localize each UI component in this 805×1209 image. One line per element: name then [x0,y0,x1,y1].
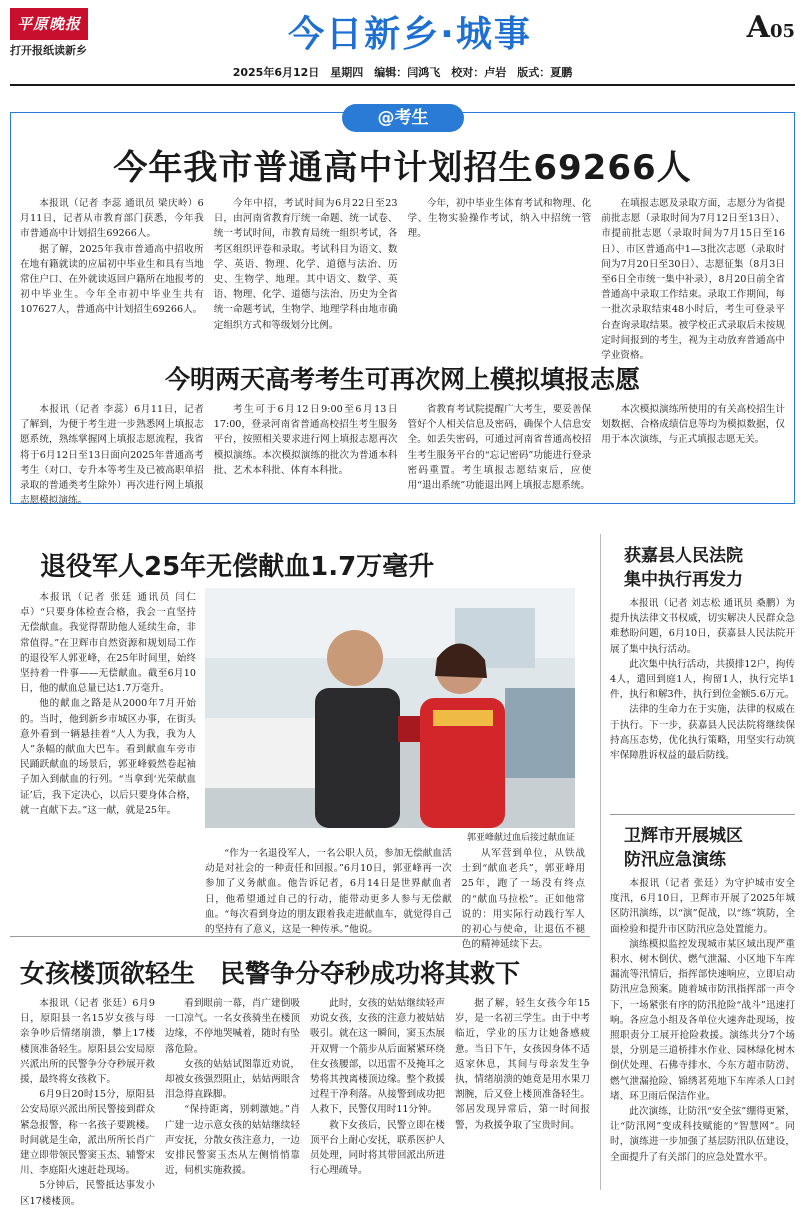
article-paragraph: 救下女孩后，民警立即在楼顶平台上耐心安抚，联系医护人员处理，同时将其带回派出所进行心理疏导。 [310,1119,445,1177]
headline-court-line1: 获嘉县人民法院 [624,546,743,566]
article-simulation [20,402,785,507]
article-paragraph: 本报讯（记者 张廷 通讯员 闫仁卓）“只要身体检查合格，我会一直坚持无偿献血。我觉得帮助他人延续生命，非常值得。”在卫辉市自然资源和规划局工作的退役军人郭亚峰，在25年时间里，始终坚持着一件事——无偿献血。截至6月10日，他的献血总量已达1.7万毫升。 [20,592,196,695]
article-court [610,596,795,806]
article-paragraph: 本报讯（记者 张廷）为守护城市安全度汛，6月10日，卫辉市开展了2025年城区防汛演练，以“演”促战，以“练”筑防，全面检验和提升市区防汛应急处置能力。 [610,878,795,935]
headline-simulation: 今明两天高考考生可再次网上模拟填报志愿 [164,365,640,394]
headline-court [624,544,743,592]
article-column [461,846,585,951]
article-paragraph: 5分钟后，民警抵达事发小区17楼楼顶。 [20,1180,155,1207]
masthead-slogan: 打开报纸读新乡 [10,44,87,57]
page-number-digits: 05 [769,21,795,42]
headline-veteran: 退役军人25年无偿献血1.7万毫升 [40,552,435,582]
article-paragraph: “作为一名退役军人，一名公职人员，参加无偿献血活动是对社会的一种责任和回报。”6月10日，郭亚峰再一次参加了义务献血。他告诉记者，6月14日是世界献血者日，他希望通过自己的行动，能带动更多人参与无偿献血。“每次看到身边的朋友跟着我走进献血车，就觉得自己的坚持有了意义，这是一种传承。”他说。 [205,848,452,936]
headline-enrollment: 今年我市普通高中计划招生69266人 [113,148,692,188]
article-paragraph: 据了解，轻生女孩今年15岁，是一名初三学生。由于中考临近，学业的压力让她备感疲惫。当日下午，女孩因身体不适返家休息，其间与母亲发生争执，情绪崩溃的她竟是用水果刀割腕，后又登上楼顶准备轻生。邻居发现异常后，第一时间报警，为救援争取了宝贵时间。 [455,998,590,1131]
article-column [408,196,592,342]
article-veteran-col1 [20,590,196,920]
headline-flood [624,824,743,872]
article-paragraph: 本报讯（记者 李蕊）6月11日，记者了解到，为便于考生进一步熟悉网上填报志愿系统，熟练掌握网上填报志愿流程，我省将于6月12日至13日面向2025年普通高考考生（对口、专升本等考生及已被高职单招录取的普通类考生除外）再次进行网上填报志愿模拟演练。 [20,404,204,507]
article-rescue [20,996,590,1207]
article-column [214,196,398,342]
article-column [455,996,590,1194]
headline-rescue: 女孩楼顶欲轻生 民警争分夺秒成功将其救下 [20,959,521,988]
newspaper-logo: 平原晚报 [10,8,88,40]
photo-caption: 郭亚峰献过血后接过献血证 [466,833,575,843]
article-column [310,996,445,1194]
article-paragraph: 此时，女孩的姑姑继续轻声劝说女孩，女孩的注意力被姑姑吸引。就在这一瞬间，窦玉杰展开双臂一个箭步从后面紧紧环绕住女孩腰部，以迅雷不及掩耳之势将其拽离楼顶边缘。整个救援过程干净利落。从接警到成功把人救下，民警仅用时11分钟。 [310,998,445,1116]
article-paragraph: 看到眼前一幕，肖广建倒吸一口凉气。一名女孩骑坐在楼顶边缘，不停地哭喊着，随时有坠落危险。 [165,998,300,1055]
page-number [747,10,795,45]
dateline: 2025年6月12日 星期四 编辑：闫鸿飞 校对：卢岩 版式：夏鹏 [232,66,573,79]
article-column [205,846,452,936]
headline-court-line2: 集中执行再发力 [624,570,743,590]
article-veteran-bottom [205,846,585,951]
headline-flood-line1: 卫辉市开展城区 [624,826,743,846]
page-letter: A [746,10,770,45]
article-column [601,196,785,362]
article-column [601,402,785,498]
article-column [20,996,155,1207]
article-paragraph: 今年中招，考试时间为6月22日至23日，由河南省教育厅统一命题、统一试卷、统一考试时间，市教育局统一组织考试，各考区组织评卷和录取。考试科目为语文、数学、英语、物理、化学、道德与法治、历史、生物学、地理。其中语文、数学、英语、物理、化学、道德与法治、历史为全省统一命题考试，生物学、地理学科由地市确定组织方式和等级划分比例。 [213,198,398,331]
side-divider [610,814,795,815]
article-paragraph: 法律的生命力在于实施，法律的权威在于执行。下一步，获嘉县人民法院将继续保持高压态势，优化执行策略，用坚实行动筑牢保障胜诉权益的最后防线。 [610,704,795,762]
article-paragraph: 今年，初中毕业生体育考试和物理、化学、生物实验操作考试，纳入中招统一管理。 [407,198,592,240]
article-paragraph: 在填报志愿及录取方面，志愿分为省提前批志愿（录取时间为7月12日至13日）、市提前批志愿（录取时间为7月15日至16日）、市区普通高中1—3批次志愿（录取时间为7月20日至30日）、志愿征集（8月3日至6日全市统一集中补录），8月20日前全省普通高中录取工作结束。录取工作期间，每一批次录取结束48小时后，考生可登录平台查询录取结果。被学校正式录取后未按规定时间报到的考生，视为主动放弃普通高中学业资格。 [601,198,785,362]
article-paragraph: 本报讯（记者 刘志松 通讯员 桑鹏）为提升执法律文书权威，切实解决人民群众急难愁盼问题，6月10日，获嘉县人民法院开展了集中执行活动。 [610,598,795,655]
article-column [20,196,204,342]
article-paragraph: “保持距离，别刺激她。”肖广建一边示意女孩的姑姑继续轻声安抚，分散女孩注意力，一边安排民警窦玉杰从左侧悄悄靠近，伺机实施救援。 [165,1104,300,1177]
article-column [610,596,795,806]
article-paragraph: 考生可于6月12日9:00至6月13日17:00，登录河南省普通高校招生考生服务平台，按照相关要求进行网上填报志愿再次模拟演练。本次模拟演练的批次为普通本科批、艺术本科批、体育本科批。 [213,404,398,476]
article-column [20,590,196,920]
article-paragraph: 6月9日20时15分，原阳县公安局原兴派出所民警接到群众紧急报警，称一名孩子要跳楼。时间就是生命，派出所所长肖广建立即带领民警窦玉杰、辅警宋川、李庭阳火速赶赴现场。 [20,1089,155,1177]
article-paragraph: 演练模拟监控发现城市某区域出现严重积水、树木倒伏、燃气泄漏、小区地下车库漏流等汛情后，指挥部快速响应，立即启动防汛应急预案。随着城市防汛指挥部一声令下，一场紧张有序的防汛抢险“战斗”迅速打响。各应急小组及各单位火速奔赴现场，按照职责分工展开抢险救援。演练共分7个场景，分别是三道桥排水作业、园林绿化树木倒伏处理、石佛寺排水、今东方超市防涝、燃气泄漏抢险、锦绣茗苑地下车库杀人口封堵、环卫雨后保洁作业。 [610,938,795,1102]
section-tag: @考生 [342,104,464,132]
article-column [165,996,300,1194]
article-enrollment [20,196,785,362]
article-column [20,402,204,507]
article-column [610,876,795,1194]
header-rule [10,84,795,86]
article-paragraph: 女孩的姑姑试图靠近劝说，却被女孩强烈阻止，姑姑两眼含泪急得直跺脚。 [165,1058,300,1101]
article-paragraph: 他的献血之路是从2000年7月开始的。当时，他到新乡市城区办事，在街头意外看到一辆悬挂着“人人为我，我为人人”条幅的献血大巴车。看到献血车旁市民踊跃献血的场景后，郭亚峰毅然卷起袖子加入到献血的行列。“当拿到‘光荣献血证’后，我下定决心，以后只要身体合格，就一直献下去。”这一献，就是25年。 [20,698,196,816]
article-paragraph: 本次模拟演练所使用的有关高校招生计划数据、合格成绩信息等均为模拟数据，仅用于本次演练，与正式填报志愿无关。 [601,404,785,446]
article-paragraph: 据了解，2025年我市普通高中招收所在地有籍就读的应届初中毕业生和具有当地常住户口、在外就读返回户籍所在地报考的初中毕业生。今年全市初中毕业生共有107627人，普通高中计划招生69266人。 [20,243,204,316]
article-flood [610,876,795,1194]
blood-donation-photo [205,588,575,828]
article-paragraph: 本报讯（记者 张廷）6月9日，原阳县一名15岁女孩与母亲争吵后情绪崩溃，攀上17楼楼顶准备轻生。原阳县公安局原兴派出所的民警争分夺秒展开救援，最终将女孩救下。 [20,998,155,1086]
side-column-rule [600,534,601,1190]
article-column [214,402,398,498]
masthead [0,0,805,88]
article-paragraph: 本报讯（记者 李蕊 通讯员 梁庆岭）6月11日，记者从市教育部门获悉，今年我市普通高中计划招生69266人。 [20,198,204,240]
section-title: 今日新乡·城事 [288,14,532,55]
article-paragraph: 此次演练，让防汛“安全弦”绷得更紧，让“防汛网”变成科技赋能的“智慧网”。同时，演练进一步加强了基层防汛队伍建设，全面提升了有关部门的应急处置水平。 [610,1106,795,1163]
article-paragraph: 省教育考试院提醒广大考生，要妥善保管好个人相关信息及密码，确保个人信息安全。如丢失密码，可通过河南省普通高校招生考生服务平台的“忘记密码”功能进行登录密码重置。考生填报志愿结束后，应使用“退出系统”功能退出网上填报志愿系统。 [407,404,592,492]
headline-flood-line2: 防汛应急演练 [624,850,726,870]
article-paragraph: 从军营到单位，从铁战士到“献血老兵”，郭亚峰用25年，跑了一场没有终点的“献血马拉松”。正如他常说的：用实际行动践行军人的初心与使命，让退伍不褪色的精神延续下去。 [461,848,585,951]
photo-illustration [205,588,575,828]
article-paragraph: 此次集中执行活动，共摸排12户，拘传4人，遣回到庭1人，拘留1人，执行完毕1件，执行和解3件，执行到位金额5.6万元。 [610,658,795,701]
section-divider [10,936,590,937]
article-column [408,402,592,498]
